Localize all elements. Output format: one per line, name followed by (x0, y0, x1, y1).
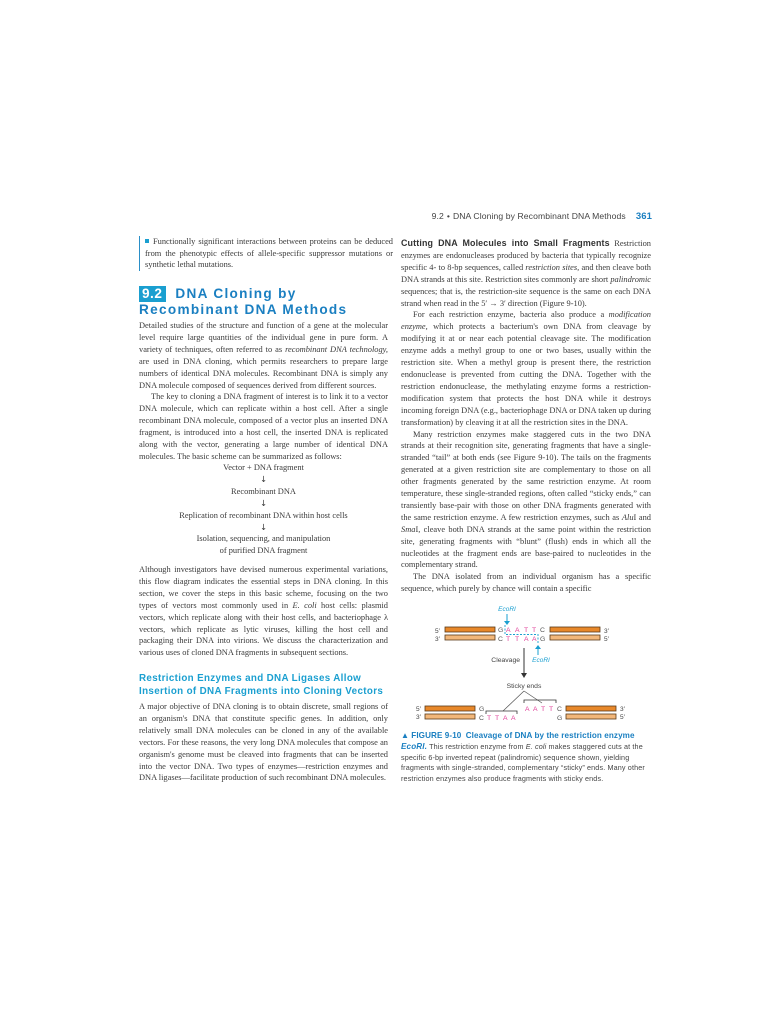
base: T (506, 636, 511, 643)
italic-term: modification enzyme, (401, 310, 651, 332)
fragment-right-bottom-bar (566, 714, 616, 719)
running-head-section: 9.2 (431, 211, 444, 221)
caption-text: makes staggered cuts at the specific 6-bp inverted repeat (palindromic) sequence shown, yielding fragments with single-stranded, complementary “sticky” ends. Many other restriction enzymes also produce fragments with sticky ends. (401, 741, 645, 784)
base: C (557, 706, 562, 713)
base: G (557, 715, 563, 722)
base: C (479, 715, 484, 722)
subsection-heading: Restriction Enzymes and DNA Ligases Allow Insertion of DNA Fragments into Cloning Vectors (139, 673, 384, 697)
base: T (549, 706, 554, 713)
figure-9-10-ecori-diagram (416, 600, 640, 730)
strand-end-label: 5′ (604, 636, 609, 643)
enzyme-arrow-up-icon (535, 645, 541, 655)
text-run: Restriction enzymes are endonucleases produced by bacteria that typically recognize specific 4- to 8-bp sequences, called (401, 239, 651, 272)
italic-term: Alu (621, 512, 634, 522)
right-paragraph-3 (401, 429, 651, 572)
text-run: Many restriction enzymes make staggered cuts in the two DNA strands at their recognition site, generating fragments that have a single-stranded “tail” at both ends (see Figure 9-10). The tails on the fragments generated at a given restriction site are complementary to those on all other fragments generated by the same restriction enzyme. At room temperature, these single-stranded regions, often called “sticky ends,” can transiently base-pair with those on other DNA fragments generated with the same restriction enzyme. A few restriction enzymes, such as (401, 429, 651, 522)
base: G (540, 636, 546, 643)
text-run: are used in DNA cloning, which permits researchers to prepare large numbers of identical DNA molecules. Recombinant DNA is simply any DNA molecule composed of sequences derived from different sources. (139, 356, 388, 390)
intro-paragraph-1 (139, 320, 388, 391)
square-bullet-icon (145, 239, 149, 243)
right-paragraph-1 (401, 238, 651, 309)
running-head-title: DNA Cloning by Recombinant DNA Methods (452, 211, 626, 221)
running-head (400, 211, 652, 222)
base: T (541, 706, 546, 713)
text-run: I and (633, 512, 651, 522)
base: T (524, 627, 529, 634)
text-run: and then cleave both DNA strands at this site. Restriction sites commonly are short (401, 262, 651, 284)
fragment-left-bottom-bar (425, 714, 475, 719)
enzyme-arrow-down-icon (504, 614, 510, 625)
cleavage-arrow-down-icon (521, 648, 527, 678)
caption-title-enzyme: EcoRI. (401, 741, 428, 751)
text-run: host cells: plasmid vectors, which replicate along with their host cells, and bacteriophage λ vectors, which replicate as lytic viruses, killing the host cell and packaging their DNA into virions. We discuss the characterization and various uses of cloned DNA fragments in subsequent sections. (139, 600, 388, 658)
figure-caption (401, 731, 653, 785)
flow-step-4-line-1: Isolation, sequencing, and manipulation (196, 534, 331, 544)
summary-bullet-text: Functionally significant interactions between proteins can be deduced from the phenotypic effects of allele-specific suppressor mutations or synthetic lethal mutations. (145, 237, 393, 270)
dna-strand-bar-bottom-left (445, 635, 495, 640)
down-arrow-icon: ↓ (259, 473, 268, 484)
base: T (495, 715, 500, 722)
italic-term: recombinant DNA technology, (285, 344, 388, 354)
flow-step-1: Vector + DNA fragment (223, 463, 304, 472)
base: C (540, 627, 545, 634)
cloning-flow-scheme (139, 462, 388, 557)
cleavage-label: Cleavage (491, 657, 520, 664)
caption-title: Cleavage of DNA by the restriction enzyme (465, 731, 635, 740)
running-head-separator: • (446, 211, 450, 221)
text-run: sequences; that is, the restriction-site sequence is the same on each DNA strand when read in the 5′ → 3′ direction (Figure 9-10). (401, 286, 651, 308)
base: A (503, 715, 508, 722)
italic-term: E. coli (292, 600, 317, 610)
base: C (498, 636, 503, 643)
base: A (511, 715, 516, 722)
flow-step-3: Replication of recombinant DNA within host cells (179, 510, 348, 520)
flow-step-4-line-2: of purified DNA fragment (219, 546, 308, 556)
caption-marker-icon: ▲ (401, 731, 410, 740)
base: T (515, 636, 520, 643)
intro-paragraph-2: The key to cloning a DNA fragment of interest is to link it to a vector DNA molecule, which can replicate within a host cell. After a single recombinant DNA molecule, composed of a vector plus an inserted DNA fragment, is introduced into a host cell, the inserted DNA is replicated along with the vector, generating a large number of identical DNA molecules. The basic scheme can be summarized as follows: (139, 392, 388, 461)
italic-term: restriction sites, (525, 262, 580, 272)
base: T (487, 715, 492, 722)
strand-end-label: 3′ (416, 714, 421, 721)
down-arrow-icon: ↓ (259, 497, 268, 508)
dna-strand-bar-top-left (445, 627, 495, 632)
dna-strand-bar-top-right (550, 627, 600, 632)
strand-end-label: 3′ (435, 636, 440, 643)
text-run: which protects a bacterium's own DNA from cleavage by modifying it at or near each potential cleavage site. The modification enzyme adds a methyl group to one or two bases, usually within the restriction site. When a methyl group is present there, the restriction endonuclease is prevented from cutting the DNA. Together with the restriction endonuclease, the methylating enzyme forms a restriction-modification system that protects the host DNA while it destroys incoming foreign DNA (e.g., bacteriophage DNA or DNA taken up during transformation) by cleaving it at all the restriction sites in the DNA. (401, 322, 651, 427)
strand-end-label: 5′ (435, 628, 440, 635)
flow-step-2: Recombinant DNA (231, 486, 296, 496)
base: G (479, 706, 485, 713)
sticky-ends-label: Sticky ends (506, 683, 542, 690)
left-paragraph-4 (139, 701, 388, 784)
base: A (515, 627, 520, 634)
strand-end-label: 3′ (620, 706, 625, 713)
left-sticky-end (479, 715, 516, 722)
base: A (532, 636, 537, 643)
right-paragraph-4: The DNA isolated from an individual organism has a specific sequence, which purely by chance will contain a specific (401, 572, 651, 594)
text-run: For each restriction enzyme, bacteria also produce a (413, 310, 609, 320)
strand-end-label: 5′ (416, 706, 421, 713)
strand-end-label: 3′ (604, 628, 609, 635)
sticky-end-bracket (486, 711, 517, 714)
down-arrow-icon: ↓ (259, 521, 268, 532)
ecori-label-top: EcoRI (498, 606, 516, 613)
italic-term: palindromic (610, 274, 651, 284)
paragraph-3 (139, 564, 388, 659)
caption-label: FIGURE 9-10 (411, 731, 462, 740)
base: A (524, 636, 529, 643)
right-column-text (401, 238, 651, 595)
italic-term: Sma (401, 524, 416, 534)
summary-bullet-box (139, 236, 393, 271)
section-number-badge: 9.2 (139, 286, 166, 302)
right-paragraph-2 (401, 309, 651, 428)
right-sticky-end (525, 706, 562, 713)
text-run: I, cleave both DNA strands at the same point within the restriction site, generating fragments with “blunt” (flush) ends in which all the nucleotides at the fragment ends are base-paired to nucleotides in the complementary strand. (401, 524, 651, 570)
caption-italic-term: E. coli (525, 741, 547, 751)
page-number: 361 (635, 211, 652, 222)
ecori-label-bottom: EcoRI (532, 657, 550, 664)
fragment-right-top-bar (566, 706, 616, 711)
text-run: Although investigators have devised numerous experimental variations, this flow diagram indicates the essential steps in DNA cloning. In this section, we cover the steps in this basic scheme, focusing on the two types of vectors most commonly used in (139, 565, 388, 610)
runin-heading: Cutting DNA Molecules into Small Fragments (401, 238, 610, 248)
base: A (533, 706, 538, 713)
base: A (525, 706, 530, 713)
text-run: Detailed studies of the structure and function of a gene at the molecular level require large quantities of the individual gene in pure form. A variety of techniques, often referred to as (139, 321, 388, 354)
base: T (532, 627, 537, 634)
section-heading (139, 286, 389, 318)
left-intro-text (139, 320, 388, 463)
base: A (506, 627, 511, 634)
caption-text: This restriction enzyme from (427, 741, 526, 751)
paragraph-4: A major objective of DNA cloning is to obtain discrete, small regions of an organism's DNA that constitute specific genes. In addition, only relatively small DNA molecules can be cloned in any of the available vectors. For these reasons, the very long DNA molecules that compose an organism's genome must be cleaved into fragments that can be inserted into the vector DNA. Two types of enzymes—restriction enzymes and DNA ligases—facilitate production of such recombinant DNA molecules. (139, 702, 388, 783)
dna-strand-bar-bottom-right (550, 635, 600, 640)
fragment-left-top-bar (425, 706, 475, 711)
base: G (498, 627, 504, 634)
section-title: DNA Cloning by Recombinant DNA Methods (139, 286, 348, 317)
left-paragraph-3 (139, 564, 388, 659)
strand-end-label: 5′ (620, 714, 625, 721)
